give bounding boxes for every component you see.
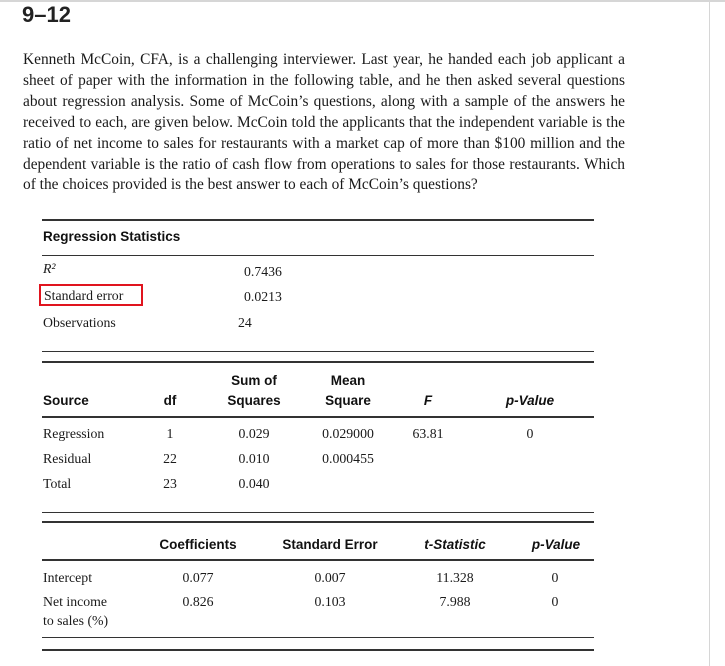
stat-value-standard-error: 0.0213 — [244, 289, 282, 304]
table-rule — [42, 361, 594, 363]
table-rule — [42, 649, 594, 651]
anova-header-df: df — [163, 393, 177, 408]
anova-row-df: 1 — [166, 426, 174, 441]
anova-row-source: Residual — [43, 451, 92, 466]
anova-row-ms: 0.000455 — [322, 451, 374, 466]
coef-row-t-statistic: 7.988 — [439, 594, 471, 609]
anova-row-ss: 0.029 — [238, 426, 270, 441]
anova-header-ms-line2: Square — [325, 393, 371, 408]
anova-header-source: Source — [43, 393, 89, 408]
coef-row-label-continued: to sales (%) — [43, 613, 109, 628]
stat-label-standard-error: Standard error — [44, 288, 124, 303]
coef-header-p-value: p-Value — [531, 537, 581, 552]
anova-row-source: Regression — [43, 426, 105, 441]
anova-row-ss: 0.040 — [238, 476, 270, 491]
regression-statistics-heading: Regression Statistics — [43, 229, 181, 244]
anova-header-ss-line1: Sum of — [231, 373, 277, 388]
highlight-box — [39, 284, 143, 306]
table-rule — [42, 416, 594, 418]
stat-value-observations: 24 — [238, 315, 252, 330]
coef-row-standard-error: 0.103 — [314, 594, 346, 609]
top-border — [0, 0, 725, 2]
stat-value-r-squared: 0.7436 — [244, 264, 282, 279]
stat-label-observations: Observations — [43, 315, 116, 330]
coef-header-standard-error: Standard Error — [282, 537, 378, 552]
anova-header-f: F — [423, 393, 433, 408]
anova-row-source: Total — [43, 476, 72, 491]
coef-row-label: Intercept — [43, 570, 93, 585]
coef-header-coefficients: Coefficients — [159, 537, 237, 552]
anova-row-ss: 0.010 — [238, 451, 270, 466]
coef-row-coefficient: 0.077 — [182, 570, 214, 585]
stat-label-r-squared: R² — [43, 261, 56, 276]
problem-number: 9–12 — [22, 2, 71, 27]
anova-header-p-value: p-Value — [505, 393, 555, 408]
anova-row-p: 0 — [526, 426, 534, 441]
problem-paragraph: Kenneth McCoin, CFA, is a challenging interviewer. Last year, he handed each job applicant a sheet of paper with the information in the following table, and he then asked several questions about regression analysis. Some of McCoin’s questions, along with a sample of the answers he received to each, are given below. McCoin told the applicants that the independent variable is the ratio of net income to sales for restaurants with a market cap of more than $100 million and the dependent variable is the ratio of cash flow from operations to sales for those restaurants. Which of the choices provided is the best answer to each of McCoin’s questions? — [23, 51, 625, 194]
coef-row-label: Net income — [43, 594, 107, 609]
table-rule — [42, 521, 594, 523]
table-rule — [42, 255, 594, 256]
coef-row-t-statistic: 11.328 — [436, 570, 474, 585]
coef-header-t-statistic: t-Statistic — [424, 537, 486, 552]
anova-row-f: 63.81 — [412, 426, 444, 441]
anova-row-df: 22 — [163, 451, 177, 466]
coef-row-p-value: 0 — [551, 594, 559, 609]
anova-row-df: 23 — [163, 476, 177, 491]
coef-row-standard-error: 0.007 — [314, 570, 346, 585]
table-rule — [42, 351, 594, 352]
table-rule — [42, 637, 594, 638]
anova-row-ms: 0.029000 — [322, 426, 374, 441]
right-border — [709, 0, 710, 666]
table-rule — [42, 219, 594, 221]
table-rule — [42, 512, 594, 513]
table-rule — [42, 559, 594, 561]
anova-header-ms-line1: Mean — [330, 373, 366, 388]
anova-header-ss-line2: Squares — [227, 393, 281, 408]
coef-row-p-value: 0 — [551, 570, 559, 585]
coef-row-coefficient: 0.826 — [182, 594, 214, 609]
